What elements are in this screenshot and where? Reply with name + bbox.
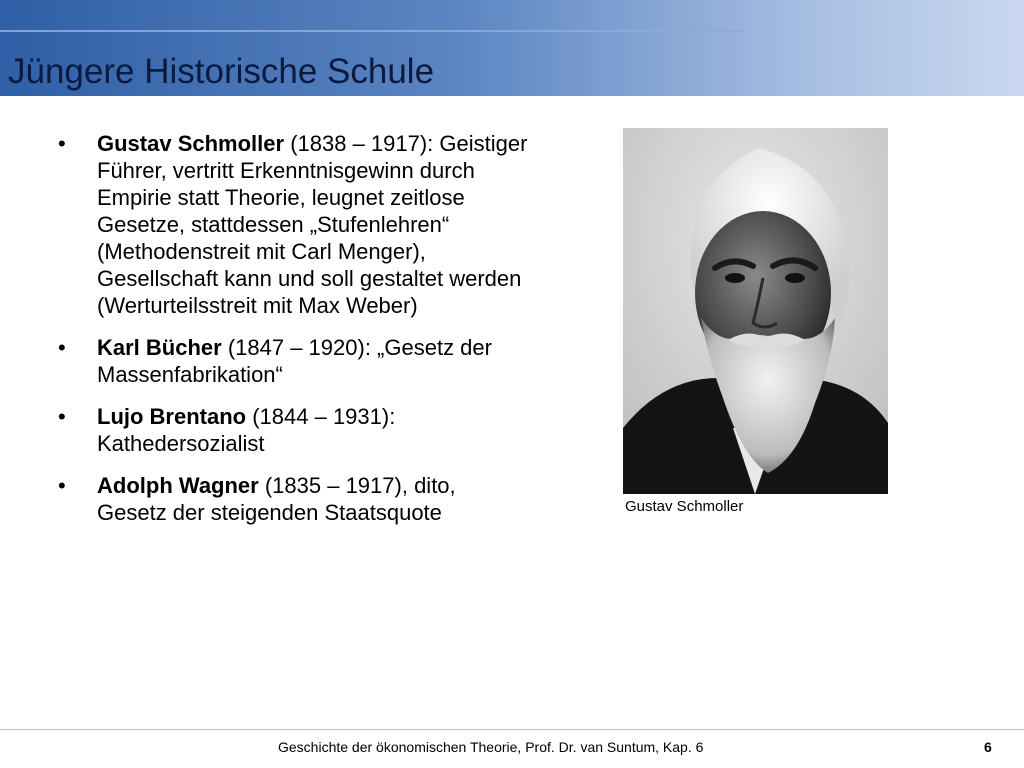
bullet-text: (1838 – 1917): Geistiger Führer, vertritt Erkenntnisgewinn durch Empirie statt Theorie, leugnet zeitlose Gesetze, stattdessen „Stufenlehren“ (Methodenstreit mit Carl Menger), Gesellschaft kann und soll gestaltet werden (Werturteilsstreit mit Max Weber) — [97, 131, 528, 318]
bullet-name: Lujo Brentano — [97, 404, 247, 429]
bullet-item-brentano — [58, 403, 528, 457]
portrait-illustration — [623, 128, 888, 494]
footer-divider — [0, 729, 1024, 730]
bullet-item-wagner — [58, 472, 528, 526]
bullet-list — [58, 130, 528, 541]
bullet-name: Karl Bücher — [97, 335, 222, 360]
bullet-text: (1847 – 1920): „Gesetz der Massenfabrikation“ — [97, 335, 492, 387]
page-number: 6 — [984, 739, 992, 755]
portrait-caption: Gustav Schmoller — [625, 498, 744, 515]
bullet-text: (1844 – 1931): Kathedersozialist — [97, 404, 396, 456]
bullet-icon: • — [58, 335, 66, 360]
slide-title: Jüngere Historische Schule — [8, 52, 435, 91]
bullet-item-buecher — [58, 334, 528, 388]
bullet-icon: • — [58, 473, 66, 498]
bullet-icon: • — [58, 131, 66, 156]
header-divider — [0, 30, 744, 32]
bullet-text: (1835 – 1917), dito, Gesetz der steigenden Staatsquote — [97, 473, 456, 525]
bullet-name: Adolph Wagner — [97, 473, 259, 498]
bullet-name: Gustav Schmoller — [97, 131, 285, 156]
portrait-image — [623, 128, 888, 494]
bullet-icon: • — [58, 404, 66, 429]
footer-text: Geschichte der ökonomischen Theorie, Prof. Dr. van Suntum, Kap. 6 — [278, 739, 704, 755]
bullet-item-schmoller — [58, 130, 528, 319]
